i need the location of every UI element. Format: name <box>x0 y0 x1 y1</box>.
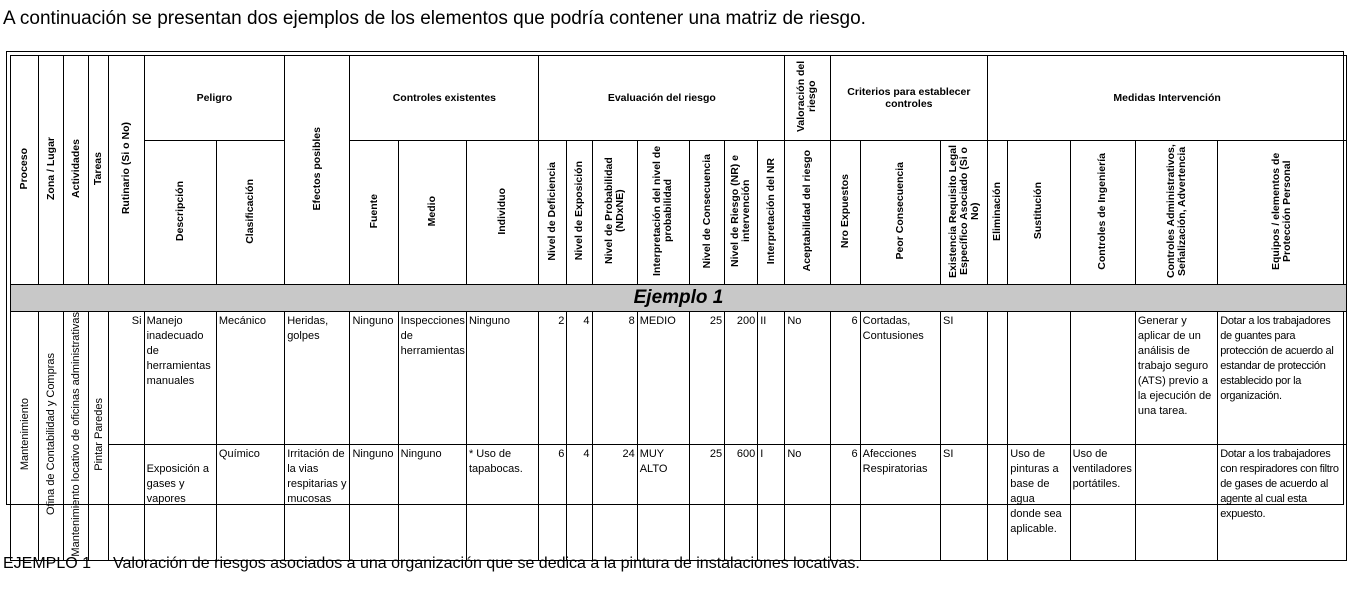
cell-actividades: Mantenimiento locativo de oficinas administrativas <box>64 312 89 561</box>
table-row <box>11 445 1347 560</box>
header-aceptabilidad: Aceptabilidad del riesgo <box>785 141 830 285</box>
header-efectos: Efectos posibles <box>285 56 350 285</box>
cell-requisito: SI <box>941 312 988 445</box>
cell-nc: 25 <box>689 445 724 560</box>
header-nc: Nivel de Consecuencia <box>689 141 724 285</box>
cell-eliminacion <box>988 445 1008 560</box>
header-requisito: Existencia Requisito Legal Específico Asociado (Si o No) <box>941 141 988 285</box>
header-nd: Nivel de Deficiencia <box>539 141 567 285</box>
caption-text: Valoración de riesgos asociados a una organización que se dedica a la pintura de instalaciones locativas. <box>113 555 860 572</box>
cell-rutinario <box>109 445 144 560</box>
caption <box>3 555 860 573</box>
cell-peor: Afecciones Respiratorias <box>860 445 940 560</box>
cell-efectos: Irritación de la vias respitarias y mucosas <box>285 445 350 560</box>
cell-efectos: Heridas, golpes <box>285 312 350 445</box>
cell-ne: 4 <box>567 445 592 560</box>
header-rutinario: Rutinario (Si o No) <box>109 56 144 285</box>
cell-inr: I <box>758 445 785 560</box>
cell-epp: Dotar a los trabajadores con respiradores con filtro de gases de acuerdo al agente al cual esta expuesto. <box>1218 445 1347 560</box>
header-tareas: Tareas <box>89 56 109 285</box>
cell-requisito: SI <box>941 445 988 560</box>
cell-nd: 6 <box>539 445 567 560</box>
cell-ingenieria <box>1070 312 1135 445</box>
header-peligro: Peligro <box>144 56 285 141</box>
table-row <box>11 312 1347 445</box>
cell-administrativos: Generar y aplicar de un análisis de trabajo seguro (ATS) previo a la ejecución de una tarea. <box>1135 312 1217 445</box>
header-zona: Zona / Lugar <box>39 56 64 285</box>
cell-nc: 25 <box>689 312 724 445</box>
header-criterios: Criterios para establecer controles <box>830 56 988 141</box>
cell-expuestos: 6 <box>830 445 860 560</box>
cell-nd: 2 <box>539 312 567 445</box>
header-descripcion: Descripción <box>144 141 216 285</box>
intro-text: A continuación se presentan dos ejemplos de los elementos que podría contener una matriz de riesgo. <box>3 8 866 29</box>
header-administrativos: Controles Administrativos, Señalización, Advertencia <box>1135 141 1217 285</box>
header-nr: Nivel de Riesgo (NR) e intervención <box>725 141 758 285</box>
cell-aceptabilidad: No <box>785 312 830 445</box>
header-valoracion: Valoración del riesgo <box>785 56 830 141</box>
cell-ingenieria: Uso de ventiladores portátiles. <box>1070 445 1135 560</box>
cell-eliminacion <box>988 312 1008 445</box>
header-individuo: Individuo <box>466 141 538 285</box>
cell-inr: II <box>758 312 785 445</box>
header-sustitucion: Sustitución <box>1008 141 1070 285</box>
cell-expuestos: 6 <box>830 312 860 445</box>
cell-descripcion: Exposición a gases y vapores <box>144 445 216 560</box>
cell-clasificacion: Químico <box>216 445 284 560</box>
cell-medio: Ninguno <box>398 445 466 560</box>
header-evaluacion: Evaluación del riesgo <box>539 56 785 141</box>
cell-administrativos <box>1135 445 1217 560</box>
cell-fuente: Ninguno <box>350 445 398 560</box>
header-fuente: Fuente <box>350 141 398 285</box>
header-medio: Medio <box>398 141 466 285</box>
header-row-1 <box>11 56 1347 141</box>
cell-ne: 4 <box>567 312 592 445</box>
caption-label: EJEMPLO 1 <box>3 555 92 572</box>
cell-fuente: Ninguno <box>350 312 398 445</box>
cell-rutinario: Si <box>109 312 144 445</box>
cell-descripcion: Manejo inadecuado de herramientas manuales <box>144 312 216 445</box>
cell-individuo: Ninguno <box>466 312 538 445</box>
cell-nr: 600 <box>725 445 758 560</box>
header-inp: Interpretación del nivel de probabilidad <box>637 141 689 285</box>
header-np: Nivel de Probabilidad (NDxNE) <box>592 141 637 285</box>
cell-tareas: Pintar Paredes <box>89 312 109 561</box>
header-ne: Nivel de Exposición <box>567 141 592 285</box>
cell-sustitucion <box>1008 312 1070 445</box>
example-title: Ejemplo 1 <box>11 285 1347 312</box>
header-row-2 <box>11 141 1347 285</box>
cell-np: 8 <box>592 312 637 445</box>
header-epp: Equipos / elementos de Protección Personal <box>1218 141 1347 285</box>
cell-peor: Cortadas, Contusiones <box>860 312 940 445</box>
header-controles: Controles existentes <box>350 56 539 141</box>
cell-proceso: Mantenimiento <box>11 312 39 561</box>
cell-inp: MUY ALTO <box>637 445 689 560</box>
cell-zona: Ofina de Contabilidad y Compras <box>39 312 64 561</box>
cell-inp: MEDIO <box>637 312 689 445</box>
cell-nr: 200 <box>725 312 758 445</box>
cell-sustitucion: Uso de pinturas a base de agua donde sea aplicable. <box>1008 445 1070 560</box>
cell-individuo: * Uso de tapabocas. <box>466 445 538 560</box>
header-expuestos: Nro Expuestos <box>830 141 860 285</box>
header-proceso: Proceso <box>11 56 39 285</box>
risk-matrix-table <box>10 55 1347 561</box>
cell-aceptabilidad: No <box>785 445 830 560</box>
cell-clasificacion: Mecánico <box>216 312 284 445</box>
header-actividades: Actividades <box>64 56 89 285</box>
cell-medio: Inspecciones de herramientas <box>398 312 466 445</box>
cell-np: 24 <box>592 445 637 560</box>
cell-epp: Dotar a los trabajadores de guantes para protección de acuerdo al estandar de protección establecido por la organización. <box>1218 312 1347 445</box>
header-clasificacion: Clasificación <box>216 141 284 285</box>
header-medidas: Medidas Intervención <box>988 56 1347 141</box>
header-ingenieria: Controles de Ingeniería <box>1070 141 1135 285</box>
header-inr: Interpretación del NR <box>758 141 785 285</box>
example-band <box>11 285 1347 312</box>
header-peor: Peor Consecuencia <box>860 141 940 285</box>
header-eliminacion: Eliminación <box>988 141 1008 285</box>
